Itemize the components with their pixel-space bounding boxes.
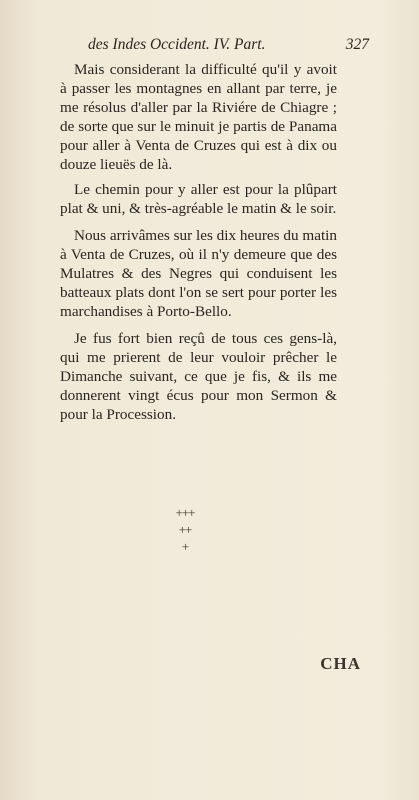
paragraph-2: Le chemin pour y aller est pour la plûpart plat & uni, & très-agréable le matin & le soir. [60,181,337,217]
ornament-row-3: + [181,539,189,554]
catchword: CHA [320,654,361,673]
paragraph-1: Mais considerant la difficulté qu'il y avoit à passer les montagnes en allant par terre, je me résolus d'aller par la Riviére de Chiagre ; de sorte que sur le minuit je partis de Panama pour aller à Venta de Cruzes qui est à dix ou douze lieuës de là. [60,61,337,173]
page-number: 327 [345,36,369,53]
paragraph-3: Nous arrivâmes sur les dix heures du matin à Venta de Cruzes, où il n'y demeure que des Mulatres & des Negres qui conduisent les batteaux plats dont l'on se sert pour porter les marchandises à Porto-Bello. [60,227,337,320]
running-title: des Indes Occident. IV. Part. [88,36,266,53]
paragraph-4: Je fus fort bien reçû de tous ces gens-là, qui me prierent de leur vouloir prêcher le Dimanche suivant, ce que je fis, & ils me donnerent vingt écus pour mon Sermon & pour la Procession. [60,330,337,423]
body-text [60,60,337,432]
ornament-row-2: ++ [178,522,192,537]
ornament-row-1: +++ [175,505,195,520]
